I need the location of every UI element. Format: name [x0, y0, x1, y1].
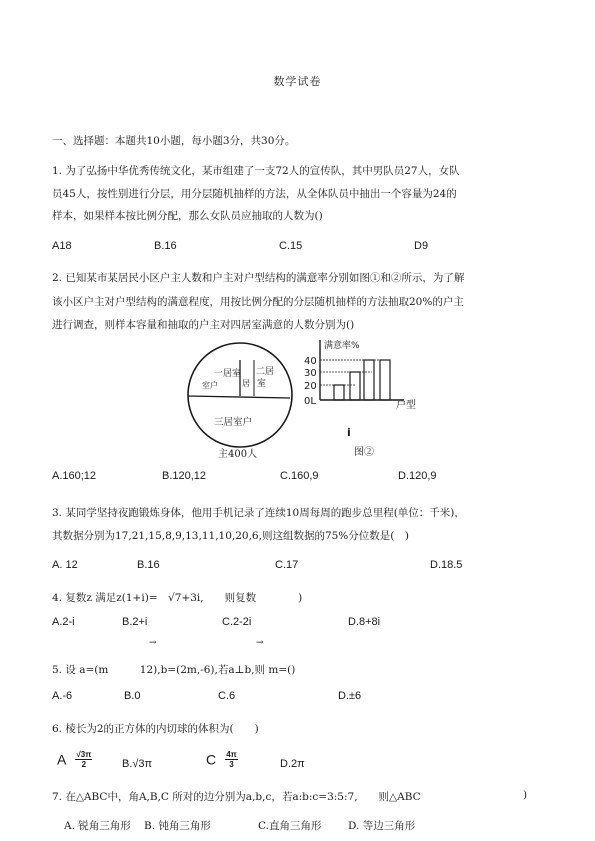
bar-chart-ylabel: 满意率% [324, 341, 360, 351]
figure-2-caption: 图② [354, 447, 374, 458]
question-7-option-d: D. 等边三角形 [348, 820, 416, 832]
y-tick-20: 20 [304, 381, 317, 392]
question-2-option-c: C.160,9 [280, 470, 319, 482]
question-2-option-a: A.160;12 [52, 470, 97, 482]
question-6-option-c [206, 750, 238, 769]
pie-label-three-room: 三居室户 [214, 417, 253, 428]
question-7-paren: ) [523, 789, 528, 801]
question-3-option-c: C.17 [275, 559, 299, 571]
question-2-option-b: B.120,12 [162, 470, 207, 482]
question-6-line: 6. 棱长为2的正方体的内切球的体积为( ) [52, 723, 259, 735]
bar-four-room [380, 360, 390, 400]
bar-mark-i: i [347, 426, 351, 439]
question-5-option-b: B.0 [124, 690, 141, 702]
vector-arrow-b: → [256, 638, 264, 648]
question-6-option-d: D.2π [280, 758, 305, 770]
pie-label-two-room-b: 室 [257, 379, 267, 389]
question-4-option-d: D.8+8i [348, 616, 381, 628]
question-1-line-3: 样本，如果样本按比例分配，那么女队员应抽取的人数为() [52, 210, 323, 222]
question-2-line-1: 2. 已知某市某居民小区户主人数和户主对户型结构的满意率分别如图①和②所示，为了解 [52, 272, 465, 284]
page-title: 数学试卷 [273, 75, 322, 88]
question-7-option-b: B. 钝角三角形 [144, 820, 211, 832]
option-a-letter: A [57, 751, 67, 768]
option-c-denominator: 3 [229, 760, 234, 769]
question-4-option-c: C.2-2i [222, 616, 252, 628]
question-1-line-1: 1. 为了弘扬中华优秀传统文化，某市组建了一支72人的宣传队，其中男队员27人，女队 [52, 165, 460, 177]
question-4-line: 4. 复数z 满足z(1+i)= √7+3i, 则复数 ) [52, 592, 303, 604]
y-tick-0: 0L [304, 396, 316, 407]
figure-2-bar-chart [300, 336, 430, 444]
bar-three-room [364, 360, 374, 400]
bar-chart-xlabel: 户型 [396, 400, 416, 411]
question-7-line: 7. 在△ABC中，角A,B,C 所对的边分别为a,b,c，若a:b:c=3:5:7, 则△ABC [52, 791, 421, 803]
question-2-option-d: D.120,9 [398, 470, 437, 482]
question-3-option-d: D.18.5 [430, 559, 463, 571]
question-6-option-b: B.√3π [122, 758, 153, 770]
question-5-option-a: A.-6 [52, 690, 73, 702]
question-1-line-2: 员45人，按性别进行分层，用分层随机抽样的方法，从全体队员中抽出一个容量为24的 [52, 188, 457, 200]
figure-1-caption: 主400人 [218, 449, 258, 460]
question-4-option-a: A.2-i [52, 616, 75, 628]
pie-label-two-room-a: 二居 [256, 367, 275, 377]
option-a-fraction [75, 750, 92, 769]
bar-one-room [334, 385, 344, 400]
question-7-option-a: A. 锐角三角形 [64, 820, 131, 832]
option-a-denominator: 2 [81, 760, 87, 769]
pie-label-one-room: 一居室 [214, 369, 242, 379]
question-1-option-b: B.16 [154, 240, 177, 252]
question-3-option-b: B.16 [137, 559, 160, 571]
y-tick-40: 40 [304, 356, 317, 367]
option-c-fraction [225, 750, 238, 769]
question-4-option-b: B.2+i [122, 616, 148, 628]
question-1-option-a: A18 [52, 240, 72, 252]
question-1-option-d: D9 [414, 240, 429, 252]
pie-label-four-room-a: 居 [242, 379, 250, 388]
question-3-line-2: 其数据分别为17,21,15,8,9,13,11,10,20,6,则这组数据的75%分位数是( ) [52, 530, 409, 542]
y-tick-30: 30 [304, 368, 317, 379]
question-5-option-c: C.6 [218, 690, 236, 702]
option-c-letter: C [206, 751, 217, 768]
section-heading: 一、选择题：本题共10小题，每小题3分，共30分。 [52, 135, 296, 147]
pie-label-four-room-b: 室户 [202, 381, 218, 390]
option-c-numerator: 4π [226, 750, 237, 759]
question-3-option-a: A. 12 [52, 559, 78, 571]
pie-divider-horizontal [188, 396, 290, 398]
question-5-line: 5. 设 a=(m 12),b=(2m,-6),若a⊥b,则 m=() [52, 664, 296, 676]
question-7-option-c: C.直角三角形 [258, 820, 322, 832]
question-2-line-3: 进行调查，则样本容量和抽取的户主对四居室满意的人数分别为() [52, 319, 355, 331]
bar-two-room [350, 372, 360, 400]
question-2-line-2: 该小区户主对户型结构的满意程度，用按比例分配的分层随机抽样的方法抽取20%的户主 [52, 296, 464, 308]
vector-arrow-a: → [149, 638, 157, 648]
question-1-option-c: C.15 [279, 240, 303, 252]
option-a-numerator: √3π [76, 750, 92, 759]
question-3-line-1: 3. 某同学坚持夜跑锻炼身体，他用手机记录了连续10周每周的跑步总里程(单位：千米)， [52, 507, 465, 519]
question-6-option-a [57, 750, 92, 769]
question-5-option-d: D.±6 [338, 690, 362, 702]
figure-1-pie-chart [180, 340, 300, 458]
